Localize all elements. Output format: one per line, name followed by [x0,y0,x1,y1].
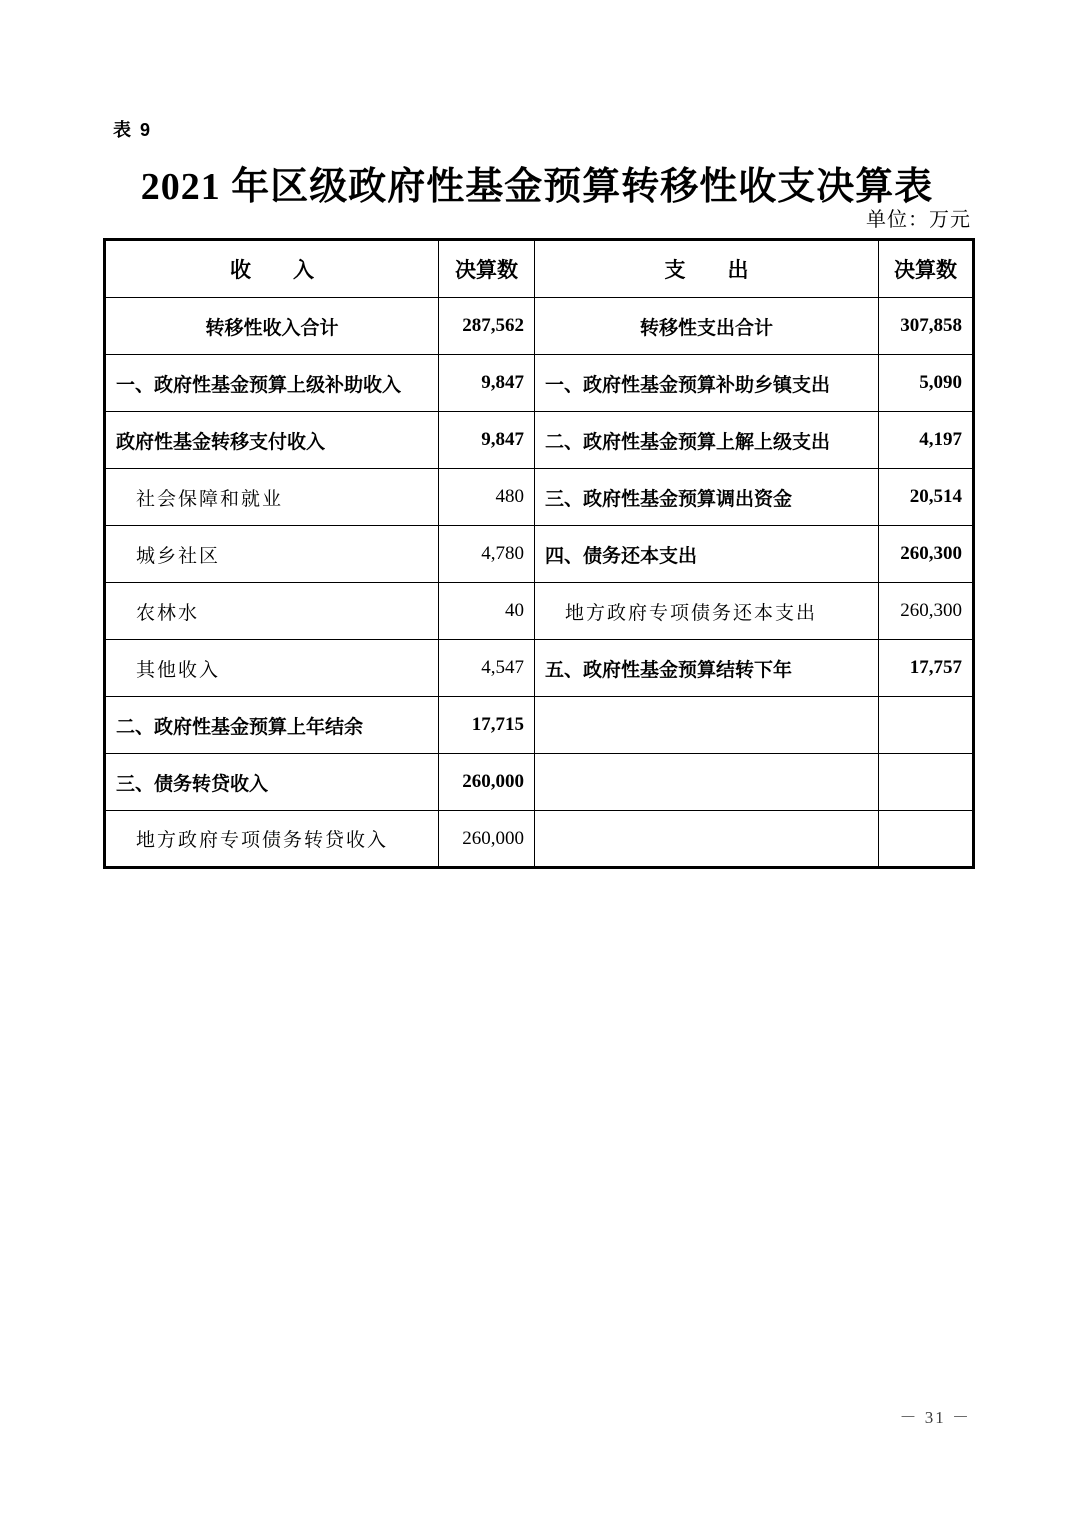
table-row [105,583,974,640]
income-label: 农林水 [105,583,439,640]
expense-value: 20,514 [879,469,974,526]
expense-value [879,697,974,754]
income-value: 17,715 [439,697,535,754]
income-value: 260,000 [439,754,535,811]
expense-value: 260,300 [879,583,974,640]
expense-value: 260,300 [879,526,974,583]
header-expense-amount: 决算数 [879,240,974,298]
expense-label: 五、政府性基金预算结转下年 [535,640,879,697]
income-label: 三、债务转贷收入 [105,754,439,811]
document-title: 2021 年区级政府性基金预算转移性收支决算表 [140,166,934,208]
income-label: 二、政府性基金预算上年结余 [105,697,439,754]
expense-label: 转移性支出合计 [535,298,879,355]
header-income: 收 入 [105,240,439,298]
income-value: 287,562 [439,298,535,355]
expense-label: 一、政府性基金预算补助乡镇支出 [535,355,879,412]
page-number: － 31 － [899,1408,971,1427]
table-row [105,754,974,811]
income-label: 一、政府性基金预算上级补助收入 [105,355,439,412]
expense-value [879,754,974,811]
expense-label [535,811,879,868]
header-expense: 支 出 [535,240,879,298]
table-row [105,298,974,355]
header-income-amount: 决算数 [439,240,535,298]
table-number-label: 表 9 [113,120,153,140]
income-value: 9,847 [439,412,535,469]
expense-value: 17,757 [879,640,974,697]
table-row [105,469,974,526]
income-value: 260,000 [439,811,535,868]
income-value: 480 [439,469,535,526]
expense-label [535,697,879,754]
expense-label: 地方政府专项债务还本支出 [535,583,879,640]
table-row [105,412,974,469]
income-label: 其他收入 [105,640,439,697]
income-value: 9,847 [439,355,535,412]
expense-value: 5,090 [879,355,974,412]
income-value: 4,780 [439,526,535,583]
expense-label [535,754,879,811]
income-label: 地方政府专项债务转贷收入 [105,811,439,868]
table-header-row [105,240,974,298]
income-value: 40 [439,583,535,640]
income-label: 转移性收入合计 [105,298,439,355]
table-row [105,697,974,754]
fiscal-table [103,238,975,869]
expense-label: 三、政府性基金预算调出资金 [535,469,879,526]
unit-label: 单位：万元 [866,209,971,231]
table-row [105,526,974,583]
income-label: 政府性基金转移支付收入 [105,412,439,469]
expense-label: 二、政府性基金预算上解上级支出 [535,412,879,469]
expense-value [879,811,974,868]
table-row [105,811,974,868]
expense-label: 四、债务还本支出 [535,526,879,583]
income-label: 社会保障和就业 [105,469,439,526]
expense-value: 4,197 [879,412,974,469]
table-row [105,355,974,412]
expense-value: 307,858 [879,298,974,355]
table-row [105,640,974,697]
income-value: 4,547 [439,640,535,697]
income-label: 城乡社区 [105,526,439,583]
